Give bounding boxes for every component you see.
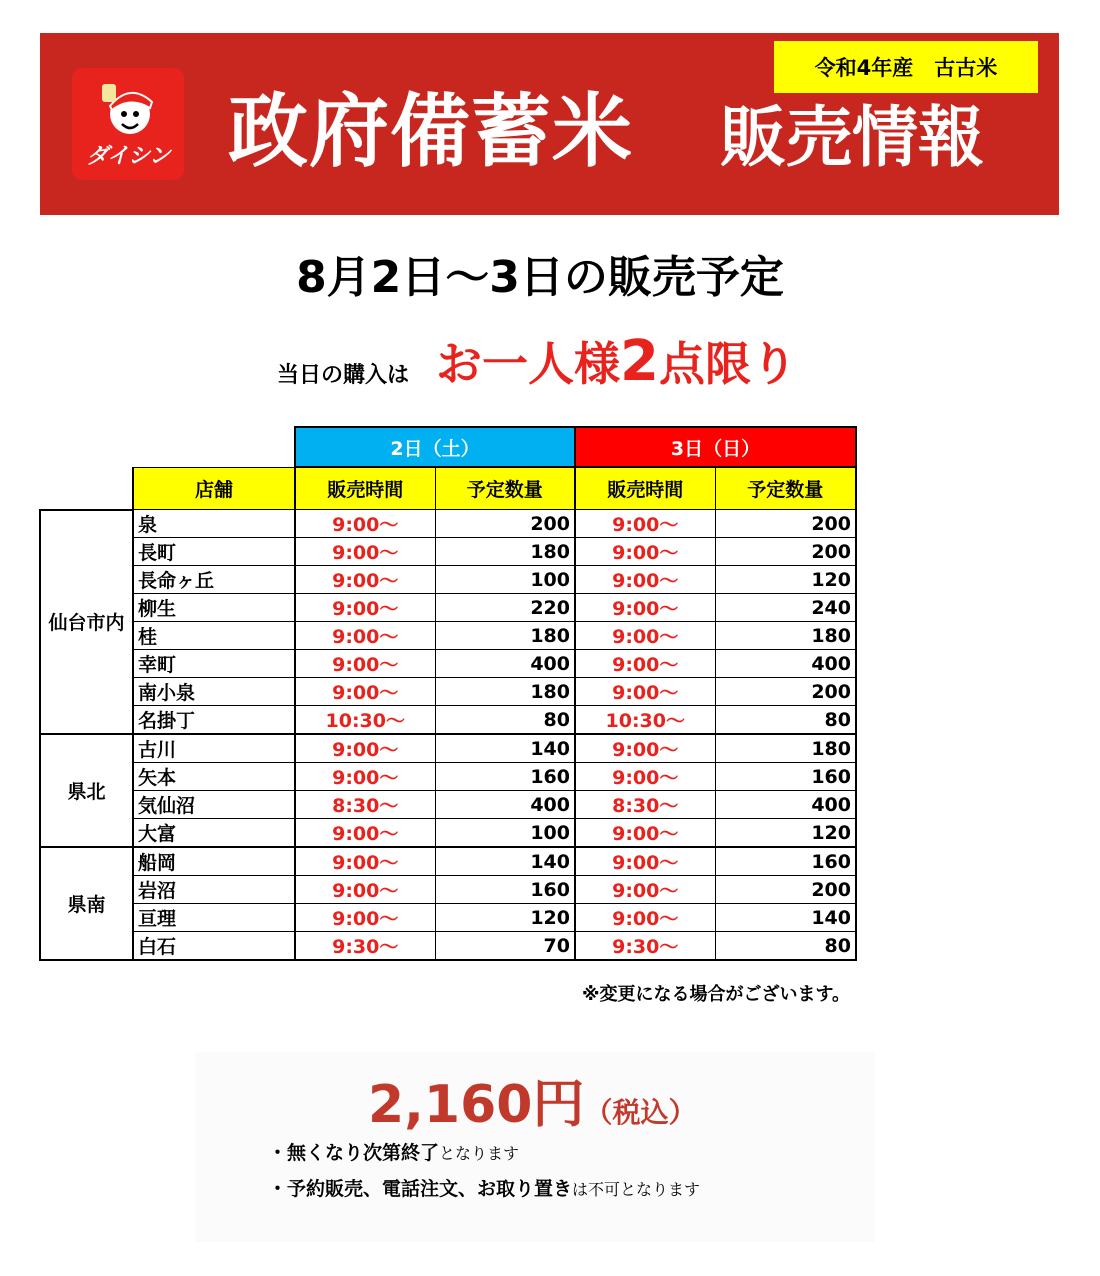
table-row bbox=[40, 566, 856, 594]
store-name: 桂 bbox=[133, 622, 295, 650]
sale-time-sat: 9:00～ bbox=[295, 876, 435, 904]
col-time-header-sun: 販売時間 bbox=[575, 467, 715, 510]
store-name: 南小泉 bbox=[133, 678, 295, 706]
sale-time-sat: 9:00～ bbox=[295, 566, 435, 594]
day-header-sun: 3日（日） bbox=[575, 427, 856, 467]
purchase-limit-number: 2 bbox=[620, 329, 659, 394]
table-row bbox=[40, 734, 856, 763]
planned-qty-sun: 80 bbox=[715, 932, 856, 961]
table-row bbox=[40, 594, 856, 622]
planned-qty-sun: 180 bbox=[715, 734, 856, 763]
col-store-header: 店舗 bbox=[133, 467, 295, 510]
planned-qty-sun: 200 bbox=[715, 538, 856, 566]
sale-time-sat: 9:00～ bbox=[295, 678, 435, 706]
store-name: 大富 bbox=[133, 819, 295, 848]
sale-time-sun: 8:30～ bbox=[575, 791, 715, 819]
sale-time-sat: 9:00～ bbox=[295, 510, 435, 538]
planned-qty-sat: 220 bbox=[435, 594, 575, 622]
planned-qty-sat: 70 bbox=[435, 932, 575, 961]
sale-time-sun: 9:00～ bbox=[575, 622, 715, 650]
table-row bbox=[40, 538, 856, 566]
sale-time-sat: 8:30～ bbox=[295, 791, 435, 819]
planned-qty-sat: 140 bbox=[435, 847, 575, 876]
planned-qty-sun: 140 bbox=[715, 904, 856, 932]
planned-qty-sun: 180 bbox=[715, 622, 856, 650]
store-name: 長町 bbox=[133, 538, 295, 566]
bullet-item bbox=[268, 1138, 519, 1165]
price bbox=[368, 1062, 697, 1137]
table-corner bbox=[40, 427, 295, 467]
price-amount: 2,160円 bbox=[368, 1075, 585, 1135]
table-row bbox=[40, 678, 856, 706]
col-qty-header-sat: 予定数量 bbox=[435, 467, 575, 510]
banner-title: 政府備蓄米 bbox=[228, 85, 633, 178]
store-name: 船岡 bbox=[133, 847, 295, 876]
bullet-tail: は不可となります bbox=[572, 1180, 701, 1199]
price-tax-note: （税込） bbox=[584, 1096, 697, 1129]
day-header-sat: 2日（土） bbox=[295, 427, 575, 467]
sale-time-sat: 9:30～ bbox=[295, 932, 435, 961]
planned-qty-sun: 120 bbox=[715, 819, 856, 848]
planned-qty-sun: 400 bbox=[715, 650, 856, 678]
sale-time-sun: 9:00～ bbox=[575, 819, 715, 848]
table-row bbox=[40, 510, 856, 538]
banner-subtitle: 販売情報 bbox=[720, 99, 984, 176]
sale-time-sat: 9:00～ bbox=[295, 622, 435, 650]
planned-qty-sun: 160 bbox=[715, 847, 856, 876]
rice-year-badge: 令和4年産 古古米 bbox=[774, 41, 1038, 93]
sale-time-sat: 9:00～ bbox=[295, 594, 435, 622]
sale-time-sat: 9:00～ bbox=[295, 650, 435, 678]
bullet-item bbox=[268, 1174, 700, 1201]
sale-time-sat: 10:30～ bbox=[295, 706, 435, 735]
planned-qty-sat: 200 bbox=[435, 510, 575, 538]
planned-qty-sun: 200 bbox=[715, 876, 856, 904]
sale-time-sat: 9:00～ bbox=[295, 763, 435, 791]
change-notice: ※変更になる場合がございます。 bbox=[582, 984, 851, 1005]
planned-qty-sat: 160 bbox=[435, 876, 575, 904]
store-name: 名掛丁 bbox=[133, 706, 295, 735]
planned-qty-sat: 100 bbox=[435, 566, 575, 594]
sale-time-sun: 9:00～ bbox=[575, 538, 715, 566]
store-name: 柳生 bbox=[133, 594, 295, 622]
store-name: 幸町 bbox=[133, 650, 295, 678]
purchase-limit bbox=[436, 330, 797, 396]
planned-qty-sat: 400 bbox=[435, 791, 575, 819]
table-row bbox=[40, 650, 856, 678]
store-name: 泉 bbox=[133, 510, 295, 538]
daishin-logo bbox=[72, 68, 184, 180]
purchase-limit-text-b: 点限り bbox=[658, 337, 797, 391]
store-name: 岩沼 bbox=[133, 876, 295, 904]
table-row bbox=[40, 622, 856, 650]
sale-time-sun: 9:00～ bbox=[575, 763, 715, 791]
sale-time-sat: 9:00～ bbox=[295, 819, 435, 848]
store-name: 古川 bbox=[133, 734, 295, 763]
planned-qty-sat: 80 bbox=[435, 706, 575, 735]
purchase-limit-lead: 当日の購入は bbox=[277, 363, 410, 388]
planned-qty-sat: 180 bbox=[435, 622, 575, 650]
planned-qty-sun: 240 bbox=[715, 594, 856, 622]
planned-qty-sun: 200 bbox=[715, 678, 856, 706]
sale-time-sat: 9:00～ bbox=[295, 904, 435, 932]
bullet-tail: となります bbox=[439, 1144, 520, 1163]
sale-time-sat: 9:00～ bbox=[295, 847, 435, 876]
sale-time-sun: 9:00～ bbox=[575, 650, 715, 678]
region-label: 県北 bbox=[40, 734, 133, 847]
sale-time-sun: 9:00～ bbox=[575, 510, 715, 538]
table-row bbox=[40, 819, 856, 848]
planned-qty-sun: 160 bbox=[715, 763, 856, 791]
planned-qty-sat: 140 bbox=[435, 734, 575, 763]
planned-qty-sat: 180 bbox=[435, 678, 575, 706]
store-name: 白石 bbox=[133, 932, 295, 961]
sale-time-sun: 9:00～ bbox=[575, 847, 715, 876]
planned-qty-sun: 80 bbox=[715, 706, 856, 735]
sale-time-sun: 10:30～ bbox=[575, 706, 715, 735]
store-name: 気仙沼 bbox=[133, 791, 295, 819]
table-row bbox=[40, 763, 856, 791]
col-time-header-sat: 販売時間 bbox=[295, 467, 435, 510]
bullet-main: ・予約販売、電話注文、お取り置き bbox=[268, 1178, 573, 1200]
sale-schedule-headline: 8月2日～3日の販売予定 bbox=[296, 252, 784, 303]
planned-qty-sun: 400 bbox=[715, 791, 856, 819]
table-row bbox=[40, 932, 856, 961]
table-row bbox=[40, 791, 856, 819]
planned-qty-sat: 120 bbox=[435, 904, 575, 932]
planned-qty-sat: 180 bbox=[435, 538, 575, 566]
table-row bbox=[40, 847, 856, 876]
region-label: 仙台市内 bbox=[40, 510, 133, 735]
table-row bbox=[40, 876, 856, 904]
table-row bbox=[40, 904, 856, 932]
store-name: 亘理 bbox=[133, 904, 295, 932]
sales-schedule-table bbox=[39, 426, 857, 961]
bullet-main: ・無くなり次第終了 bbox=[268, 1142, 440, 1164]
planned-qty-sat: 160 bbox=[435, 763, 575, 791]
planned-qty-sun: 200 bbox=[715, 510, 856, 538]
sale-time-sun: 9:30～ bbox=[575, 932, 715, 961]
planned-qty-sat: 100 bbox=[435, 819, 575, 848]
sale-time-sun: 9:00～ bbox=[575, 594, 715, 622]
logo-text: ダイシン bbox=[86, 144, 170, 169]
sale-time-sat: 9:00～ bbox=[295, 734, 435, 763]
region-label: 県南 bbox=[40, 847, 133, 960]
sale-time-sun: 9:00～ bbox=[575, 734, 715, 763]
purchase-limit-text-a: お一人様 bbox=[436, 337, 620, 391]
sale-time-sun: 9:00～ bbox=[575, 876, 715, 904]
table-row bbox=[40, 706, 856, 735]
store-name: 長命ヶ丘 bbox=[133, 566, 295, 594]
sale-time-sun: 9:00～ bbox=[575, 566, 715, 594]
table-corner-2 bbox=[40, 467, 133, 510]
planned-qty-sun: 120 bbox=[715, 566, 856, 594]
planned-qty-sat: 400 bbox=[435, 650, 575, 678]
col-qty-header-sun: 予定数量 bbox=[715, 467, 856, 510]
mascot-icon bbox=[96, 80, 160, 138]
store-name: 矢本 bbox=[133, 763, 295, 791]
sale-time-sun: 9:00～ bbox=[575, 904, 715, 932]
sale-time-sat: 9:00～ bbox=[295, 538, 435, 566]
sale-time-sun: 9:00～ bbox=[575, 678, 715, 706]
